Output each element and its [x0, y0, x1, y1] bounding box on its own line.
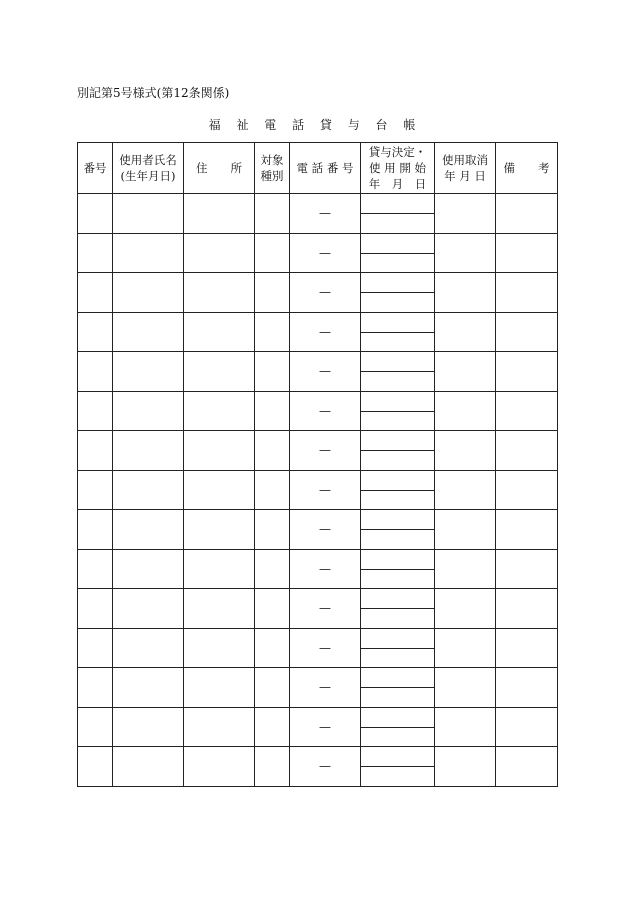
lending-date-cell[interactable] — [361, 194, 435, 234]
address-cell[interactable] — [184, 628, 255, 668]
address-cell[interactable] — [184, 589, 255, 629]
category-cell[interactable] — [255, 470, 290, 510]
phone-separator: — — [319, 640, 331, 655]
address-cell[interactable] — [184, 312, 255, 352]
category-cell[interactable] — [255, 273, 290, 313]
phone-cell[interactable] — [290, 233, 361, 273]
number-cell[interactable] — [78, 589, 113, 629]
document-title: 福 祉 電 話 貸 与 台 帳 — [208, 118, 422, 132]
cancel-date-cell[interactable] — [435, 273, 496, 313]
table-row — [78, 194, 558, 234]
remarks-cell[interactable] — [496, 668, 558, 708]
phone-cell[interactable] — [290, 352, 361, 392]
user-name-cell[interactable] — [113, 233, 184, 273]
address-cell[interactable] — [184, 431, 255, 471]
phone-cell[interactable] — [290, 470, 361, 510]
cancel-date-cell[interactable] — [435, 391, 496, 431]
phone-cell[interactable] — [290, 628, 361, 668]
table-row — [78, 312, 558, 352]
cancel-date-cell[interactable] — [435, 194, 496, 234]
lending-date-cell[interactable] — [361, 233, 435, 273]
user-name-cell[interactable] — [113, 312, 184, 352]
address-cell[interactable] — [184, 549, 255, 589]
user-name-cell[interactable] — [113, 391, 184, 431]
header-lending-line3: 年 月 日 — [368, 177, 427, 191]
category-cell[interactable] — [255, 431, 290, 471]
lending-date-divider — [361, 450, 434, 451]
remarks-cell[interactable] — [496, 510, 558, 550]
header-lending-line2: 使 用 開 始 — [369, 161, 426, 175]
phone-separator: — — [319, 759, 331, 774]
phone-cell[interactable] — [290, 589, 361, 629]
lending-date-cell[interactable] — [361, 510, 435, 550]
table-row — [78, 747, 558, 787]
remarks-cell[interactable] — [496, 628, 558, 668]
number-cell[interactable] — [78, 233, 113, 273]
lending-date-cell[interactable] — [361, 589, 435, 629]
remarks-cell[interactable] — [496, 352, 558, 392]
number-cell[interactable] — [78, 707, 113, 747]
number-cell[interactable] — [78, 747, 113, 787]
category-cell[interactable] — [255, 194, 290, 234]
user-name-cell[interactable] — [113, 470, 184, 510]
header-category-line2: 種別 — [260, 169, 284, 183]
category-cell[interactable] — [255, 589, 290, 629]
phone-cell[interactable] — [290, 747, 361, 787]
table-row — [78, 273, 558, 313]
remarks-cell[interactable] — [496, 391, 558, 431]
remarks-cell[interactable] — [496, 470, 558, 510]
number-cell[interactable] — [78, 273, 113, 313]
remarks-cell[interactable] — [496, 549, 558, 589]
lending-date-cell[interactable] — [361, 312, 435, 352]
lending-date-divider — [361, 648, 434, 649]
lending-date-cell[interactable] — [361, 707, 435, 747]
phone-cell[interactable] — [290, 273, 361, 313]
user-name-cell[interactable] — [113, 668, 184, 708]
table-row — [78, 668, 558, 708]
lending-date-cell[interactable] — [361, 747, 435, 787]
lending-date-divider — [361, 569, 434, 570]
lending-date-cell[interactable] — [361, 470, 435, 510]
address-cell[interactable] — [184, 470, 255, 510]
user-name-cell[interactable] — [113, 747, 184, 787]
lending-date-divider — [361, 411, 434, 412]
category-cell[interactable] — [255, 747, 290, 787]
cancel-date-cell[interactable] — [435, 470, 496, 510]
phone-separator: — — [319, 719, 331, 734]
table-row — [78, 510, 558, 550]
header-row — [78, 143, 558, 194]
table-row — [78, 431, 558, 471]
header-category-line1: 対象 — [260, 153, 284, 167]
phone-separator: — — [319, 324, 331, 339]
phone-separator: — — [319, 522, 331, 537]
phone-cell[interactable] — [290, 431, 361, 471]
address-cell[interactable] — [184, 352, 255, 392]
lending-date-divider — [361, 529, 434, 530]
cancel-date-cell[interactable] — [435, 707, 496, 747]
lending-date-divider — [361, 292, 434, 293]
category-cell[interactable] — [255, 312, 290, 352]
header-lending-date — [361, 143, 435, 194]
phone-cell[interactable] — [290, 312, 361, 352]
number-cell[interactable] — [78, 510, 113, 550]
cancel-date-cell[interactable] — [435, 312, 496, 352]
remarks-cell[interactable] — [496, 194, 558, 234]
number-cell[interactable] — [78, 470, 113, 510]
lending-date-cell[interactable] — [361, 391, 435, 431]
number-cell[interactable] — [78, 668, 113, 708]
header-user-name-line2: (生年月日) — [120, 169, 176, 183]
remarks-cell[interactable] — [496, 273, 558, 313]
number-cell[interactable] — [78, 312, 113, 352]
lending-date-cell[interactable] — [361, 668, 435, 708]
category-cell[interactable] — [255, 628, 290, 668]
lending-date-divider — [361, 332, 434, 333]
header-category — [255, 143, 290, 194]
lending-date-divider — [361, 766, 434, 767]
number-cell[interactable] — [78, 391, 113, 431]
lending-date-divider — [361, 371, 434, 372]
address-cell[interactable] — [184, 707, 255, 747]
lending-date-cell[interactable] — [361, 352, 435, 392]
phone-separator: — — [319, 601, 331, 616]
table-row — [78, 352, 558, 392]
lending-date-cell[interactable] — [361, 431, 435, 471]
phone-separator: — — [319, 443, 331, 458]
remarks-cell[interactable] — [496, 312, 558, 352]
table-row — [78, 707, 558, 747]
phone-separator: — — [319, 285, 331, 300]
lending-date-divider — [361, 490, 434, 491]
phone-cell[interactable] — [290, 668, 361, 708]
cancel-date-cell[interactable] — [435, 589, 496, 629]
table-row — [78, 233, 558, 273]
phone-separator: — — [319, 561, 331, 576]
user-name-cell[interactable] — [113, 273, 184, 313]
ledger-body — [78, 194, 558, 787]
category-cell[interactable] — [255, 352, 290, 392]
cancel-date-cell[interactable] — [435, 510, 496, 550]
lending-date-divider — [361, 608, 434, 609]
user-name-cell[interactable] — [113, 707, 184, 747]
phone-cell[interactable] — [290, 391, 361, 431]
remarks-cell[interactable] — [496, 707, 558, 747]
phone-cell[interactable] — [290, 549, 361, 589]
phone-cell[interactable] — [290, 194, 361, 234]
lending-date-cell[interactable] — [361, 549, 435, 589]
user-name-cell[interactable] — [113, 549, 184, 589]
category-cell[interactable] — [255, 668, 290, 708]
remarks-cell[interactable] — [496, 589, 558, 629]
header-number: 番号 — [78, 143, 113, 194]
lending-date-cell[interactable] — [361, 628, 435, 668]
phone-cell[interactable] — [290, 707, 361, 747]
lending-date-divider — [361, 213, 434, 214]
phone-separator: — — [319, 403, 331, 418]
category-cell[interactable] — [255, 549, 290, 589]
phone-separator: — — [319, 245, 331, 260]
address-cell[interactable] — [184, 391, 255, 431]
number-cell[interactable] — [78, 194, 113, 234]
remarks-cell[interactable] — [496, 233, 558, 273]
cancel-date-cell[interactable] — [435, 747, 496, 787]
cancel-date-cell[interactable] — [435, 233, 496, 273]
lending-date-divider — [361, 687, 434, 688]
cancel-date-cell[interactable] — [435, 352, 496, 392]
table-row — [78, 589, 558, 629]
remarks-cell[interactable] — [496, 747, 558, 787]
table-row — [78, 549, 558, 589]
category-cell[interactable] — [255, 233, 290, 273]
user-name-cell[interactable] — [113, 589, 184, 629]
address-cell[interactable] — [184, 194, 255, 234]
address-cell[interactable] — [184, 510, 255, 550]
cancel-date-cell[interactable] — [435, 668, 496, 708]
header-phone-number: 電 話 番 号 — [290, 143, 361, 194]
phone-separator: — — [319, 206, 331, 221]
address-cell[interactable] — [184, 233, 255, 273]
lending-date-divider — [361, 253, 434, 254]
address-cell[interactable] — [184, 273, 255, 313]
address-cell[interactable] — [184, 747, 255, 787]
lending-date-divider — [361, 727, 434, 728]
category-cell[interactable] — [255, 707, 290, 747]
user-name-cell[interactable] — [113, 431, 184, 471]
number-cell[interactable] — [78, 431, 113, 471]
user-name-cell[interactable] — [113, 194, 184, 234]
user-name-cell[interactable] — [113, 352, 184, 392]
header-address: 住 所 — [184, 143, 255, 194]
table-row — [78, 628, 558, 668]
header-user-name-line1: 使用者氏名 — [119, 153, 177, 167]
phone-separator: — — [319, 364, 331, 379]
cancel-date-cell[interactable] — [435, 549, 496, 589]
category-cell[interactable] — [255, 510, 290, 550]
phone-separator: — — [319, 482, 331, 497]
phone-cell[interactable] — [290, 510, 361, 550]
cancel-date-cell[interactable] — [435, 431, 496, 471]
table-row — [78, 391, 558, 431]
phone-separator: — — [319, 680, 331, 695]
user-name-cell[interactable] — [113, 510, 184, 550]
cancel-date-cell[interactable] — [435, 628, 496, 668]
form-reference: 別記第5号様式(第12条関係) — [77, 86, 230, 100]
header-lending-line1: 貸与決定・ — [368, 145, 427, 159]
ledger-table — [77, 142, 558, 787]
number-cell[interactable] — [78, 352, 113, 392]
lending-date-cell[interactable] — [361, 273, 435, 313]
number-cell[interactable] — [78, 628, 113, 668]
header-cancel-line1: 使用取消 — [442, 153, 488, 167]
address-cell[interactable] — [184, 668, 255, 708]
header-user-name — [113, 143, 184, 194]
header-remarks: 備 考 — [496, 143, 558, 194]
header-cancel-date — [435, 143, 496, 194]
number-cell[interactable] — [78, 549, 113, 589]
header-cancel-line2: 年 月 日 — [444, 169, 486, 183]
category-cell[interactable] — [255, 391, 290, 431]
remarks-cell[interactable] — [496, 431, 558, 471]
table-row — [78, 470, 558, 510]
user-name-cell[interactable] — [113, 628, 184, 668]
